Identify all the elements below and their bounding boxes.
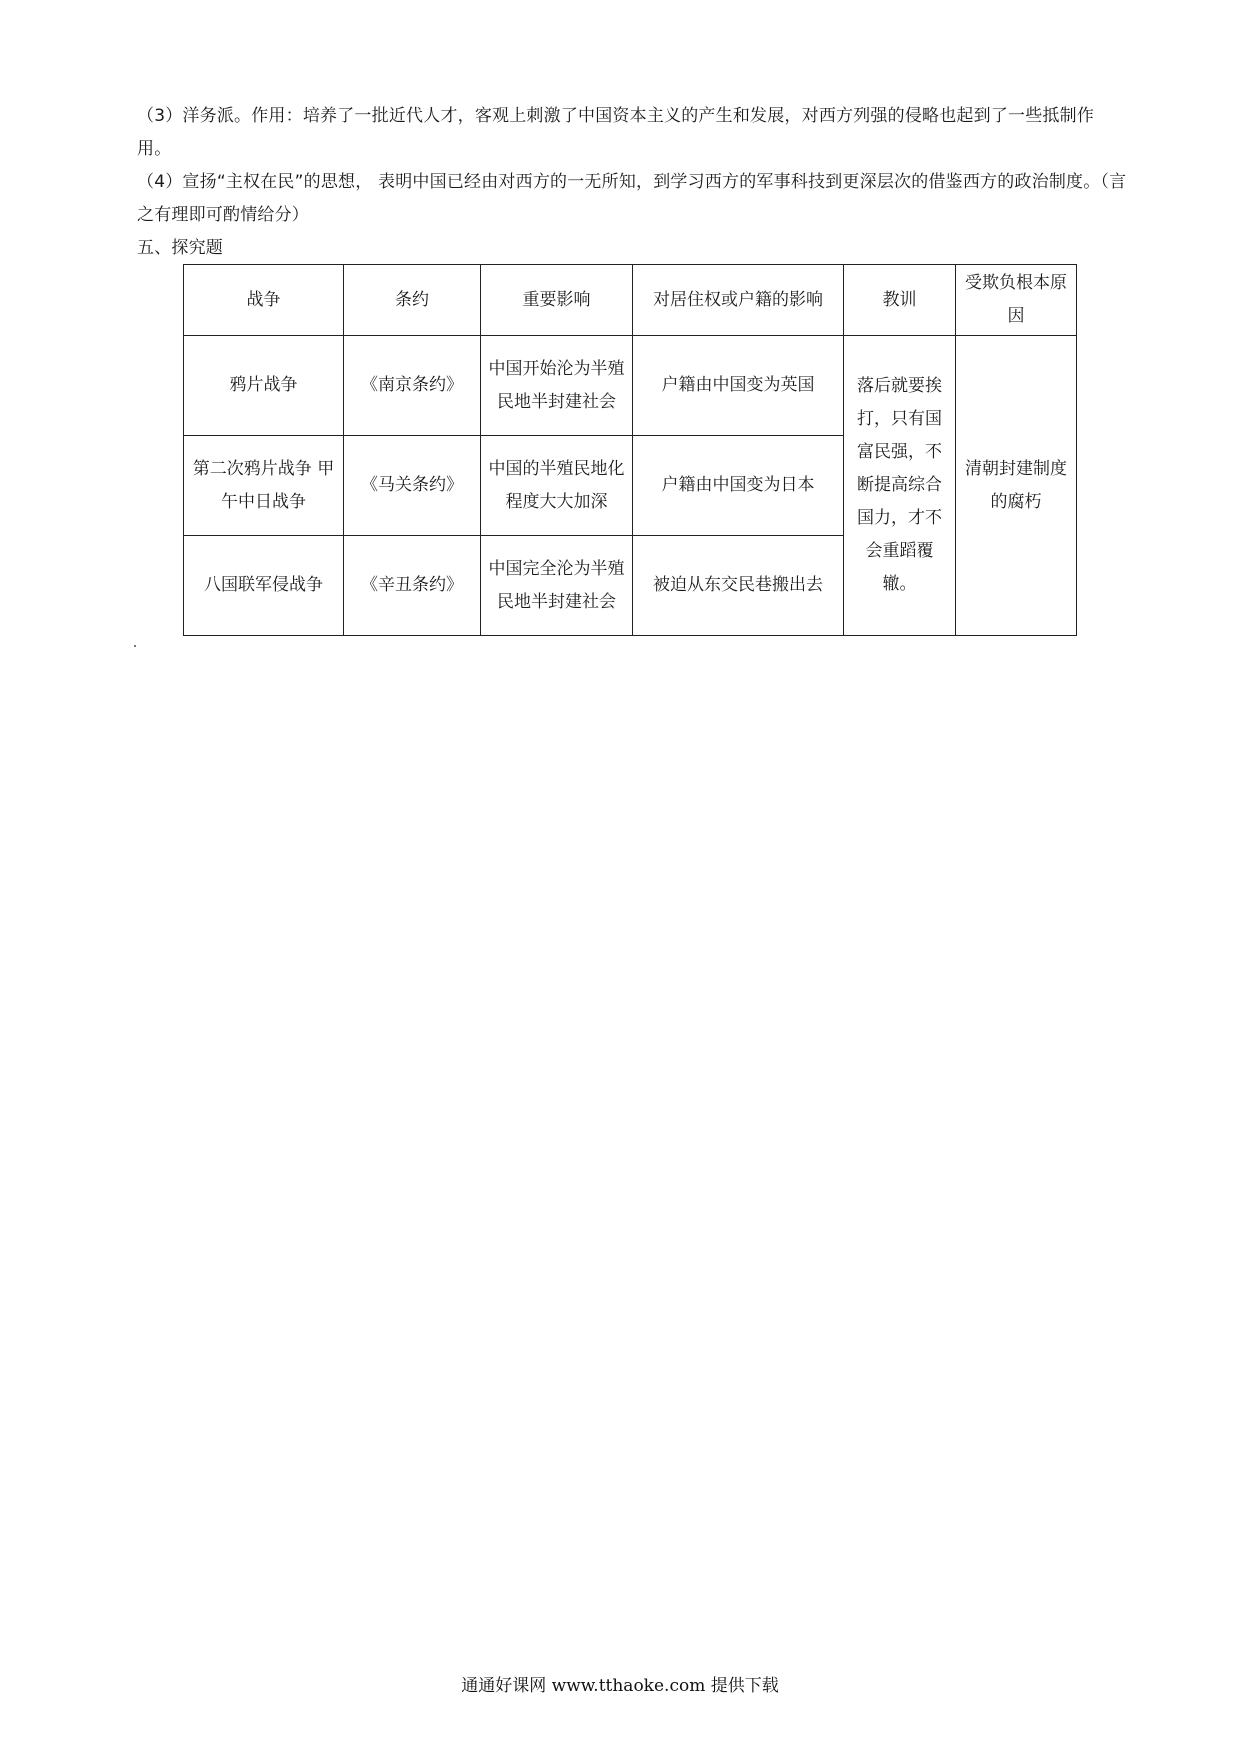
cell-treaty: 《辛丑条约》 <box>344 536 481 636</box>
table-header-row <box>184 265 1077 336</box>
cell-residence: 户籍由中国变为英国 <box>633 336 844 436</box>
answer-part-3: （3）洋务派。作用：培养了一批近代人才，客观上刺激了中国资本主义的产生和发展，对西方列强的侵略也起到了一些抵制作用。 <box>137 106 1095 159</box>
header-treaty: 条约 <box>344 265 481 336</box>
header-war: 战争 <box>184 265 344 336</box>
header-root-cause: 受欺负根本原因 <box>956 265 1077 336</box>
cell-impact: 中国完全沦为半殖民地半封建社会 <box>481 536 633 636</box>
answer-part-4: （4）宣扬“主权在民”的思想， 表明中国已经由对西方的一无所知，到学习西方的军事科技到更深层次的借鉴西方的政治制度。（言之有理即可酌情给分） <box>137 172 1127 225</box>
inquiry-table <box>183 264 1077 636</box>
cell-root-cause: 清朝封建制度的腐朽 <box>956 336 1077 636</box>
cell-residence: 被迫从东交民巷搬出去 <box>633 536 844 636</box>
cell-war: 第二次鸦片战争 甲午中日战争 <box>184 436 344 536</box>
cell-impact: 中国的半殖民地化程度大大加深 <box>481 436 633 536</box>
stray-dot <box>134 645 136 647</box>
cell-treaty: 《南京条约》 <box>344 336 481 436</box>
cell-residence: 户籍由中国变为日本 <box>633 436 844 536</box>
table-row <box>184 336 1077 436</box>
cell-war: 八国联军侵战争 <box>184 536 344 636</box>
cell-treaty: 《马关条约》 <box>344 436 481 536</box>
footer-credit: 通通好课网 www.tthaoke.com 提供下载 <box>461 1676 779 1696</box>
cell-impact: 中国开始沦为半殖民地半封建社会 <box>481 336 633 436</box>
header-residence: 对居住权或户籍的影响 <box>633 265 844 336</box>
header-impact: 重要影响 <box>481 265 633 336</box>
header-lesson: 教训 <box>844 265 956 336</box>
cell-war: 鸦片战争 <box>184 336 344 436</box>
cell-lesson: 落后就要挨打，只有国富民强，不断提高综合国力，才不会重蹈覆辙。 <box>844 336 956 636</box>
section-5-title: 五、探究题 <box>137 238 223 258</box>
